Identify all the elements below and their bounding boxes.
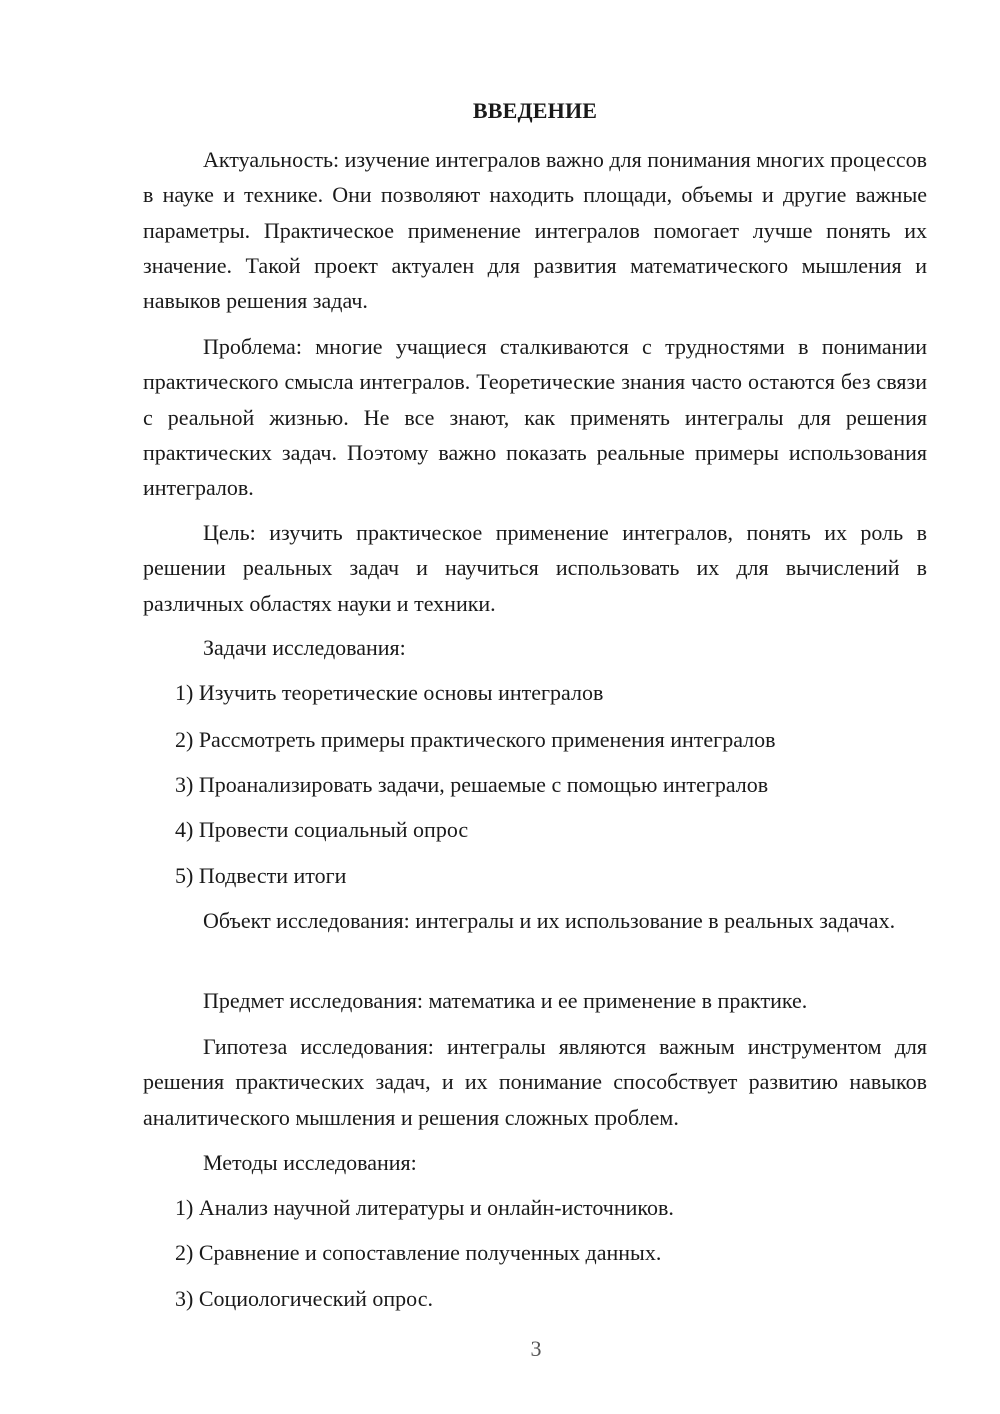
object-paragraph: Объект исследования: интегралы и их использование в реальных задачах. bbox=[203, 908, 896, 933]
task-item: 3) Проанализировать задачи, решаемые с помощью интегралов bbox=[175, 772, 769, 797]
hypothesis-paragraph: Гипотеза исследования: интегралы являются важным инструментом для решения практических задач, и их понимание способствует развитию навыков аналитического мышления и решения сложных проблем. bbox=[143, 1034, 927, 1130]
task-item: 5) Подвести итоги bbox=[175, 863, 347, 888]
page-number: 3 bbox=[530, 1336, 542, 1361]
task-item: 1) Изучить теоретические основы интегралов bbox=[175, 680, 604, 705]
problem-paragraph: Проблема: многие учащиеся сталкиваются с трудностями в понимании практического смысла интегралов. Теоретические знания часто остаются без связи с реальной жизнью. Не все знают, как применять интегралы для решения практических задач. Поэтому важно показать реальные примеры использования интегралов. bbox=[143, 334, 927, 501]
goal-paragraph: Цель: изучить практическое применение интегралов, понять их роль в решении реальных задач и научиться использовать их для вычислений в различных областях науки и техники. bbox=[143, 520, 927, 616]
methods-heading: Методы исследования: bbox=[203, 1150, 417, 1175]
method-item: 1) Анализ научной литературы и онлайн-источников. bbox=[175, 1195, 674, 1220]
subject-paragraph: Предмет исследования: математика и ее применение в практике. bbox=[203, 988, 808, 1013]
method-item: 3) Социологический опрос. bbox=[175, 1286, 433, 1311]
task-item: 2) Рассмотреть примеры практического применения интегралов bbox=[175, 727, 776, 752]
method-item: 2) Сравнение и сопоставление полученных данных. bbox=[175, 1240, 662, 1265]
relevance-paragraph: Актуальность: изучение интегралов важно для понимания многих процессов в науке и технике. Они позволяют находить площади, объемы и другие важные параметры. Практическое применение интегралов помогает лучше понять их значение. Такой проект актуален для развития математического мышления и навыков решения задач. bbox=[143, 147, 927, 314]
section-title: ВВЕДЕНИЕ bbox=[472, 98, 598, 123]
tasks-heading: Задачи исследования: bbox=[203, 635, 406, 660]
task-item: 4) Провести социальный опрос bbox=[175, 817, 469, 842]
